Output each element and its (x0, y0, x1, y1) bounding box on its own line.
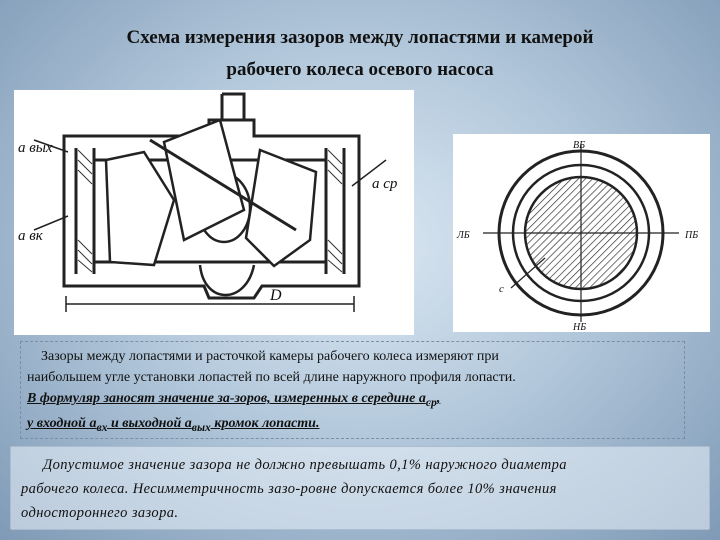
cross-section-drawing (453, 134, 710, 332)
label-c: с (499, 283, 504, 295)
description-line-1: Зазоры между лопастями и расточкой камеры рабочего колеса измеряют при (41, 349, 499, 364)
description-line-4 (27, 413, 678, 438)
subscript-vh: вх (96, 420, 108, 434)
tolerance-note (10, 446, 710, 530)
description-text (20, 341, 685, 439)
description-line-3 (27, 388, 678, 413)
label-a-vyh: а вых (18, 140, 53, 156)
impeller-chamber-diagram (14, 90, 414, 335)
subscript-sr: ср (425, 395, 437, 409)
slide-title (40, 22, 680, 86)
note-line-3: одностороннего зазора. (21, 505, 179, 521)
description-line-2: наибольшем угле установки лопастей по всей длине наружного профиля лопасти. (27, 370, 516, 385)
label-nb: НБ (573, 322, 587, 332)
description-line-4-c: кромок лопасти. (210, 415, 320, 431)
impeller-chamber-drawing (14, 90, 414, 335)
description-line-4-a: у входной а (27, 415, 97, 431)
label-lb: ЛБ (457, 230, 470, 241)
note-line-1: Допустимое значение зазора не должно превышать 0,1% наружного диаметра (43, 457, 567, 473)
label-a-sr: а ср (372, 176, 398, 192)
description-line-3-text: В формуляр заносят значение за-зоров, измеренных в середине а (27, 391, 426, 406)
description-line-3-end: , (436, 391, 441, 406)
title-line-2: рабочего колеса осевого насоса (226, 59, 494, 80)
title-line-1: Схема измерения зазоров между лопастями и камерой (126, 27, 594, 48)
label-d: D (270, 287, 282, 304)
label-pb: ПБ (685, 230, 699, 241)
label-vb: ВБ (573, 140, 586, 151)
description-line-4-b: и выходной а (107, 415, 192, 431)
cross-section-diagram (453, 134, 710, 332)
label-a-vk: а вк (18, 228, 43, 244)
subscript-vyh: вых (191, 420, 211, 434)
note-line-2: рабочего колеса. Несимметричность зазо-ровне допускается более 10% значения (21, 481, 557, 497)
